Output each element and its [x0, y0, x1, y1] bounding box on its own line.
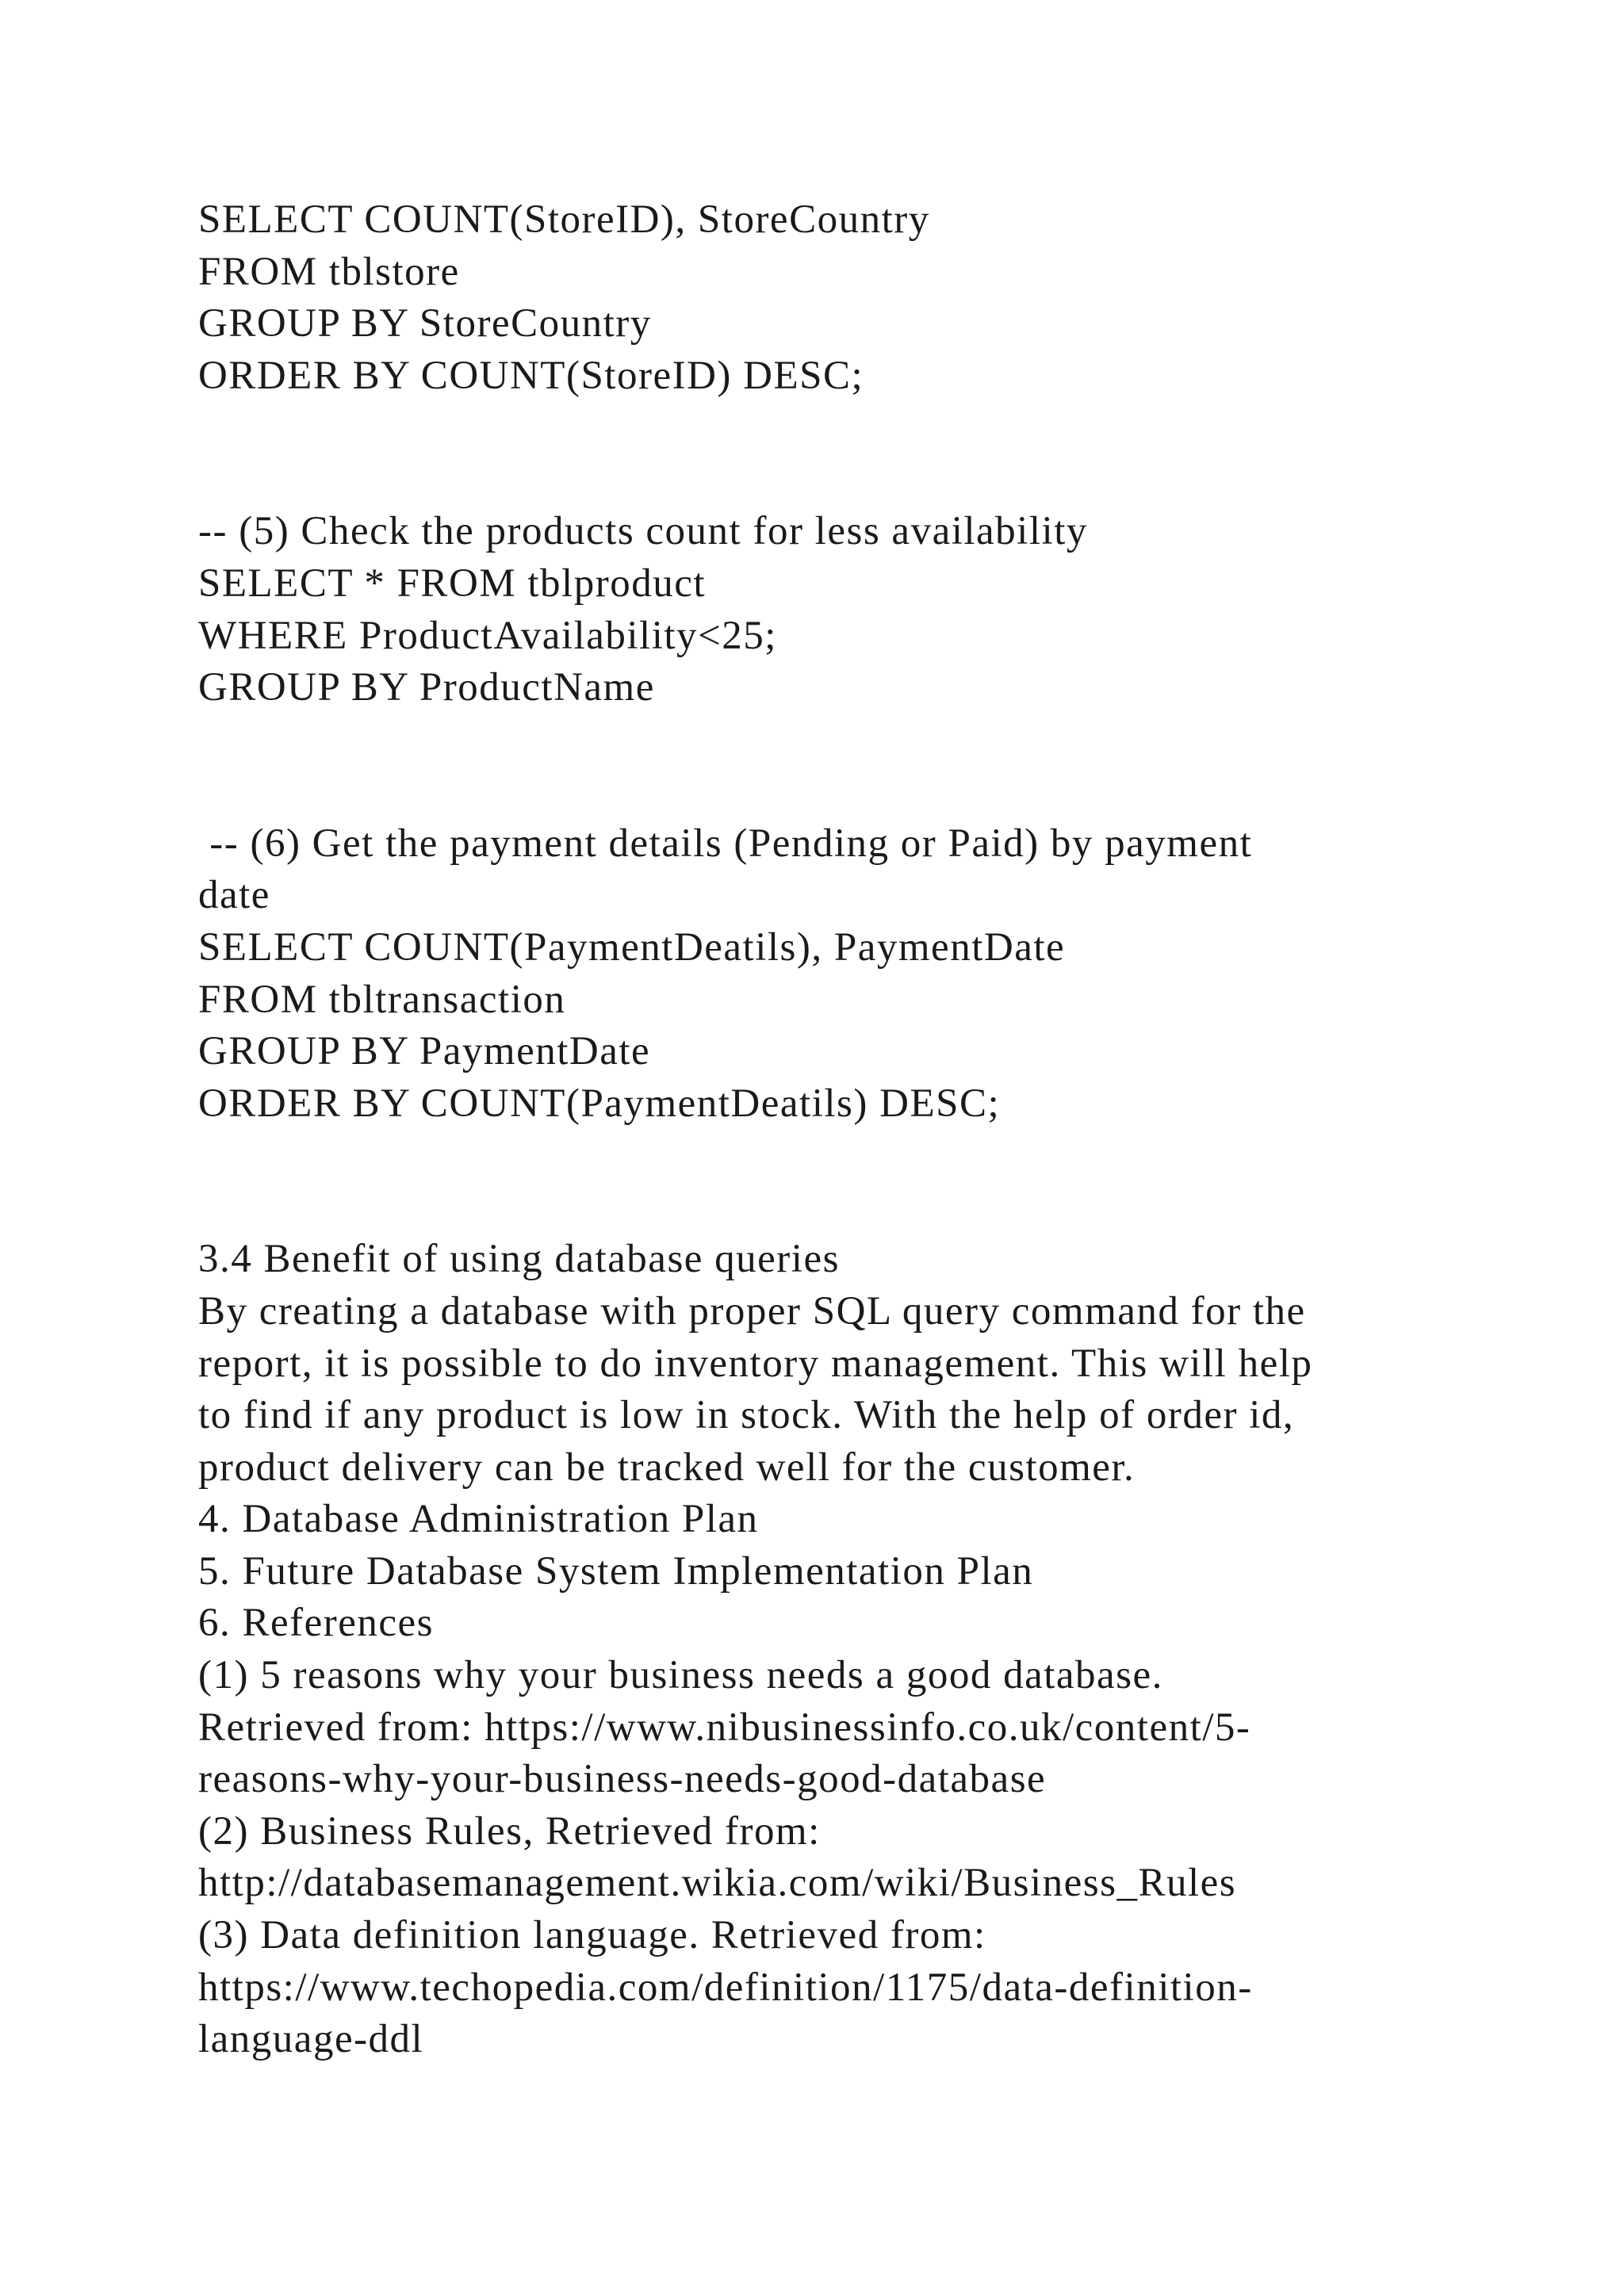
- reference-line: (2) Business Rules, Retrieved from:: [198, 1808, 821, 1854]
- text-line: SELECT COUNT(PaymentDeatils), PaymentDate: [198, 924, 1066, 970]
- section-heading: 3.4 Benefit of using database queries: [198, 1237, 840, 1282]
- text-line: ORDER BY COUNT(StoreID) DESC;: [198, 353, 864, 398]
- sql-query-product-availability: [198, 506, 1505, 714]
- section-heading: 6. References: [198, 1601, 435, 1646]
- text-line: date: [198, 873, 270, 918]
- spacer: [198, 402, 1505, 506]
- benefits-and-references-section: [198, 1234, 1505, 2066]
- text-line: FROM tbltransaction: [198, 977, 566, 1022]
- text-line: GROUP BY PaymentDate: [198, 1029, 651, 1074]
- spacer: [198, 714, 1505, 818]
- spacer: [198, 1130, 1505, 1234]
- text-line: GROUP BY ProductName: [198, 665, 655, 710]
- text-line: WHERE ProductAvailability<25;: [198, 613, 777, 658]
- text-line: ORDER BY COUNT(PaymentDeatils) DESC;: [198, 1081, 1001, 1126]
- reference-line: (1) 5 reasons why your business needs a good database.: [198, 1653, 1163, 1698]
- text-line: -- (6) Get the payment details (Pending or Paid) by payment: [198, 821, 1253, 866]
- paragraph-line: By creating a database with proper SQL query command for the: [198, 1288, 1306, 1334]
- section-heading: 4. Database Administration Plan: [198, 1497, 759, 1542]
- paragraph-line: product delivery can be tracked well for the customer.: [198, 1445, 1136, 1490]
- text-line: -- (5) Check the products count for less availability: [198, 509, 1088, 554]
- reference-line: (3) Data definition language. Retrieved from:: [198, 1913, 986, 1958]
- reference-line: reasons-why-your-business-needs-good-database: [198, 1757, 1047, 1802]
- text-line: SELECT * FROM tblproduct: [198, 561, 707, 606]
- reference-line: language-ddl: [198, 2017, 424, 2062]
- reference-line: http://databasemanagement.wikia.com/wiki/Business_Rules: [198, 1861, 1237, 1906]
- paragraph-line: report, it is possible to do inventory management. This will help: [198, 1341, 1313, 1386]
- reference-line: https://www.techopedia.com/definition/1175/data-definition-: [198, 1965, 1253, 2010]
- text-line: SELECT COUNT(StoreID), StoreCountry: [198, 197, 930, 242]
- section-heading: 5. Future Database System Implementation Plan: [198, 1548, 1034, 1594]
- text-line: GROUP BY StoreCountry: [198, 301, 652, 346]
- reference-line: Retrieved from: https://www.nibusinessinfo.co.uk/content/5-: [198, 1705, 1251, 1750]
- text-line: FROM tblstore: [198, 249, 460, 294]
- paragraph-line: to find if any product is low in stock. With the help of order id,: [198, 1393, 1295, 1438]
- sql-query-store-count: [198, 194, 1505, 402]
- sql-query-payment-details: [198, 818, 1505, 1131]
